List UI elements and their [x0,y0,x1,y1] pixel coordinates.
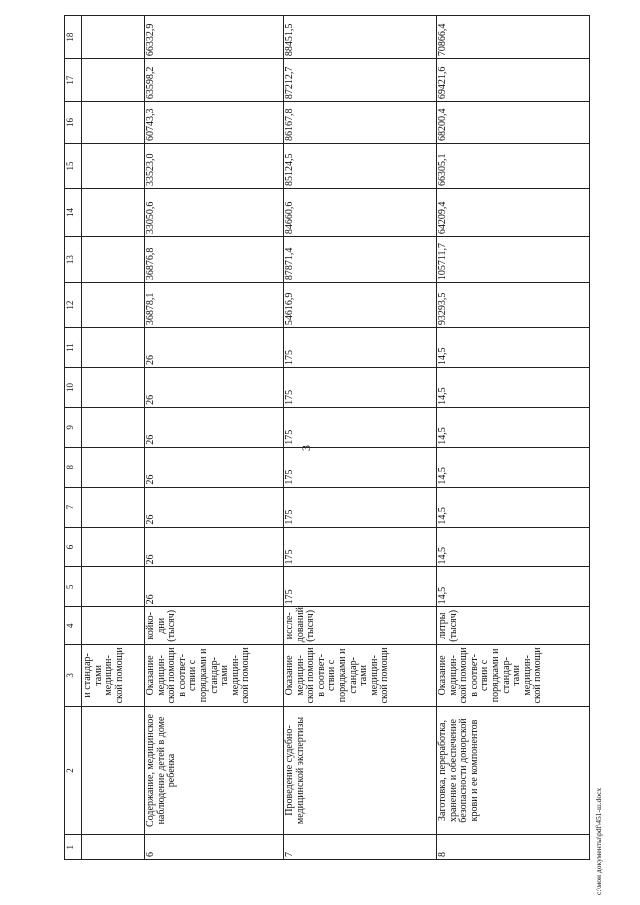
table-row [437,16,590,860]
table-cell [82,237,145,283]
row-number: 6 [145,835,284,860]
header-cell: 9 [65,407,82,447]
table-cell: 14,5 [437,527,590,567]
header-cell: 13 [65,237,82,283]
header-cell: 17 [65,59,82,102]
header-cell: 7 [65,487,82,527]
service-name: Содержание, медицинское наблюдение детей в доме ребенка [145,706,284,835]
header-cell: 16 [65,102,82,144]
table-cell: 69421,6 [437,59,590,102]
table-cell [82,16,145,59]
header-cell: 4 [65,607,82,645]
header-cell: 1 [65,835,82,860]
table-cell: 26 [145,368,284,408]
table-cell: 175 [284,447,437,487]
service-content: Оказание медицин-ской помощи в соответ-ствии с порядками и стандар-тами медицин-ской помощи [437,645,590,706]
table-cell: 63598,2 [145,59,284,102]
table-cell [82,328,145,368]
table-cell: 14,5 [437,368,590,408]
table-cell: 70866,4 [437,16,590,59]
table-cell [82,487,145,527]
table-cell: 33050,6 [145,189,284,237]
table-cell: 68200,4 [437,102,590,144]
table-cell [82,527,145,567]
table-cell: 175 [284,328,437,368]
table-cell: 87871,4 [284,237,437,283]
table-rotated-container [64,15,584,860]
header-cell: 14 [65,189,82,237]
table-cell: 175 [284,567,437,607]
header-cell: 10 [65,368,82,408]
header-cell: 18 [65,16,82,59]
table-cell [82,567,145,607]
table-cell [82,189,145,237]
table-cell: 93293,5 [437,283,590,328]
table-cell: 86167,8 [284,102,437,144]
table-cell [82,102,145,144]
table-cell: 105711,7 [437,237,590,283]
header-row [65,16,82,860]
header-cell: 8 [65,447,82,487]
table-cell: 85124,5 [284,144,437,189]
table-cell: 36876,8 [145,237,284,283]
header-cell: 15 [65,144,82,189]
unit-of-measure: иссле-дований (тысяч) [284,607,437,645]
table-cell: 14,5 [437,447,590,487]
table-cell: 175 [284,407,437,447]
table-cell [82,283,145,328]
row-number: 7 [284,835,437,860]
table-cell: 60743,3 [145,102,284,144]
table-cell: 14,5 [437,328,590,368]
table-cell: 14,5 [437,407,590,447]
table-cell [82,407,145,447]
table-cell: 175 [284,368,437,408]
table-cell [82,706,145,835]
table-cell: 84660,6 [284,189,437,237]
service-name: Проведение судебно-медицинской экспертизы [284,706,437,835]
table-cell [82,607,145,645]
footer-file-path: c:\мои документы\pdf\451-ш.docx [594,787,603,895]
table-cell: 175 [284,527,437,567]
page-number: 3 [299,445,313,451]
table-cell [82,447,145,487]
header-cell: 6 [65,527,82,567]
table-cell [82,368,145,408]
table-cell: 26 [145,567,284,607]
table-row [284,16,437,860]
header-cell: 12 [65,283,82,328]
service-name: Заготовка, переработка, хранение и обеспечение безопасности донорской крови и ее компонентов [437,706,590,835]
table-cell: 26 [145,487,284,527]
table-cell: 175 [284,487,437,527]
table-cell: 26 [145,407,284,447]
table-cell: 64209,4 [437,189,590,237]
row-number: 8 [437,835,590,860]
table-row [145,16,284,860]
table-cell: 14,5 [437,487,590,527]
table-cell: 36878,1 [145,283,284,328]
header-cell: 11 [65,328,82,368]
table-cell [82,835,145,860]
table-cell: 87212,7 [284,59,437,102]
continuation-row [82,16,145,860]
service-content: Оказание медицин-ской помощи в соответ-ствии с порядками и стандар-тами медицин-ской помощи [145,645,284,706]
table-cell: 26 [145,328,284,368]
table-cell: 66305,1 [437,144,590,189]
table-cell: 66332,9 [145,16,284,59]
table-cell: 26 [145,527,284,567]
table-cell: 88451,5 [284,16,437,59]
table-cell [82,144,145,189]
header-cell: 3 [65,645,82,706]
unit-of-measure: койко-дни (тысяч) [145,607,284,645]
table-cell: 33523,0 [145,144,284,189]
table-cell: 14,5 [437,567,590,607]
service-content: Оказание медицин-ской помощи в соответ-ствии с порядками и стандар-тами медицин-ской помощи [284,645,437,706]
header-cell: 2 [65,706,82,835]
unit-of-measure: литры (тысяч) [437,607,590,645]
continuation-text: и стандар-тами медицин-ской помощи [82,645,145,706]
table-cell [82,59,145,102]
header-cell: 5 [65,567,82,607]
table-cell: 26 [145,447,284,487]
table-cell: 54616,9 [284,283,437,328]
data-table [64,15,590,860]
